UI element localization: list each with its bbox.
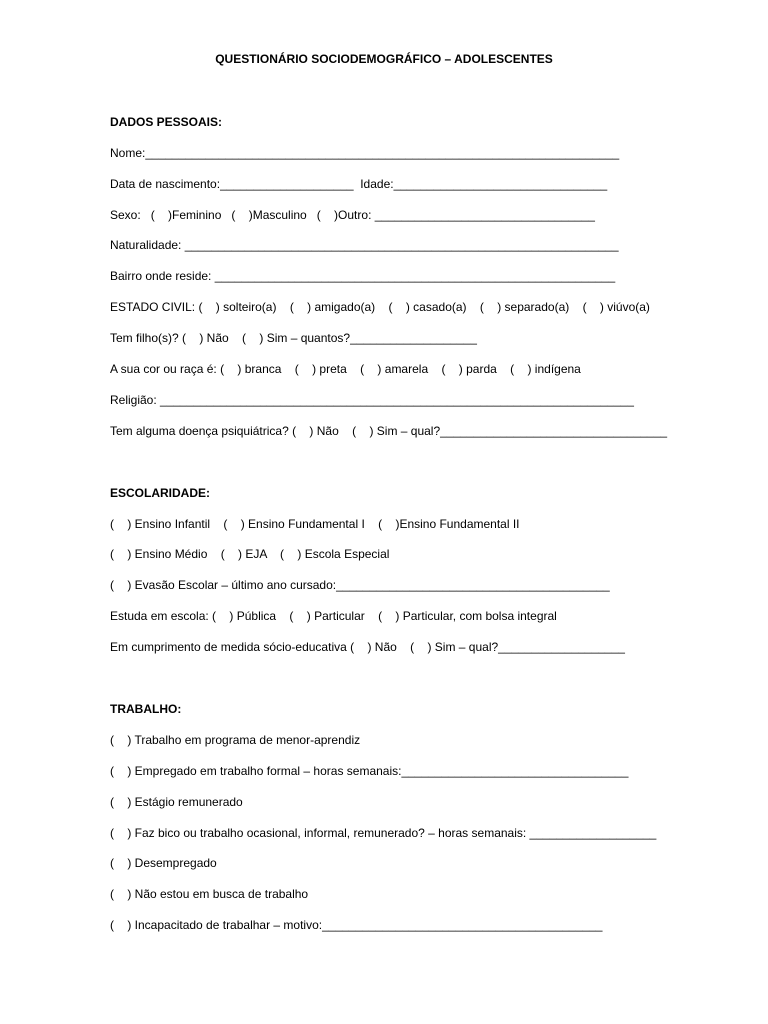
field-evasao-escolar[interactable]: ( ) Evasão Escolar – último ano cursado:_________________________________________	[110, 578, 610, 592]
field-sexo[interactable]: Sexo: ( )Feminino ( )Masculino ( )Outro: _________________________________	[110, 208, 595, 222]
field-desempregado[interactable]: ( ) Desempregado	[110, 856, 217, 870]
field-estado-civil[interactable]: ESTADO CIVIL: ( ) solteiro(a) ( ) amigado(a) ( ) casado(a) ( ) separado(a) ( ) viúvo(a)	[110, 300, 650, 314]
field-estagio[interactable]: ( ) Estágio remunerado	[110, 795, 243, 809]
field-naturalidade[interactable]: Naturalidade: _________________________________________________________________	[110, 238, 619, 252]
section-heading-escolaridade: ESCOLARIDADE:	[110, 486, 211, 500]
field-ensino-infantil-fundamental[interactable]: ( ) Ensino Infantil ( ) Ensino Fundamental I ( )Ensino Fundamental II	[110, 517, 520, 531]
field-menor-aprendiz[interactable]: ( ) Trabalho em programa de menor-aprendiz	[110, 733, 361, 747]
field-doenca-psiquiatrica[interactable]: Tem alguma doença psiquiátrica? ( ) Não ( ) Sim – qual?__________________________________	[110, 424, 668, 438]
section-heading-dados-pessoais: DADOS PESSOAIS:	[110, 115, 223, 129]
field-trabalho-formal[interactable]: ( ) Empregado em trabalho formal – horas semanais:__________________________________	[110, 764, 629, 778]
field-ensino-medio-eja[interactable]: ( ) Ensino Médio ( ) EJA ( ) Escola Especial	[110, 547, 390, 561]
field-nome[interactable]: Nome:_______________________________________________________________________	[110, 146, 620, 160]
field-medida-socioeducativa[interactable]: Em cumprimento de medida sócio-educativa ( ) Não ( ) Sim – qual?___________________	[110, 640, 625, 654]
field-trabalho-informal[interactable]: ( ) Faz bico ou trabalho ocasional, informal, remunerado? – horas semanais: ___________________	[110, 826, 657, 840]
field-incapacitado[interactable]: ( ) Incapacitado de trabalhar – motivo:__________________________________________	[110, 918, 603, 932]
field-data-nascimento-idade[interactable]: Data de nascimento:____________________ Idade:________________________________	[110, 177, 608, 191]
field-cor-raca[interactable]: A sua cor ou raça é: ( ) branca ( ) preta ( ) amarela ( ) parda ( ) indígena	[110, 362, 581, 376]
field-tipo-escola[interactable]: Estuda em escola: ( ) Pública ( ) Particular ( ) Particular, com bolsa integral	[110, 609, 557, 623]
field-bairro[interactable]: Bairro onde reside: ____________________________________________________________	[110, 269, 616, 283]
field-filhos[interactable]: Tem filho(s)? ( ) Não ( ) Sim – quantos?___________________	[110, 331, 477, 345]
field-nao-busca-trabalho[interactable]: ( ) Não estou em busca de trabalho	[110, 887, 309, 901]
section-heading-trabalho: TRABALHO:	[110, 702, 182, 716]
field-religiao[interactable]: Religião: _______________________________________________________________________	[110, 393, 634, 407]
document-title: QUESTIONÁRIO SOCIODEMOGRÁFICO – ADOLESCENTES	[215, 52, 553, 66]
